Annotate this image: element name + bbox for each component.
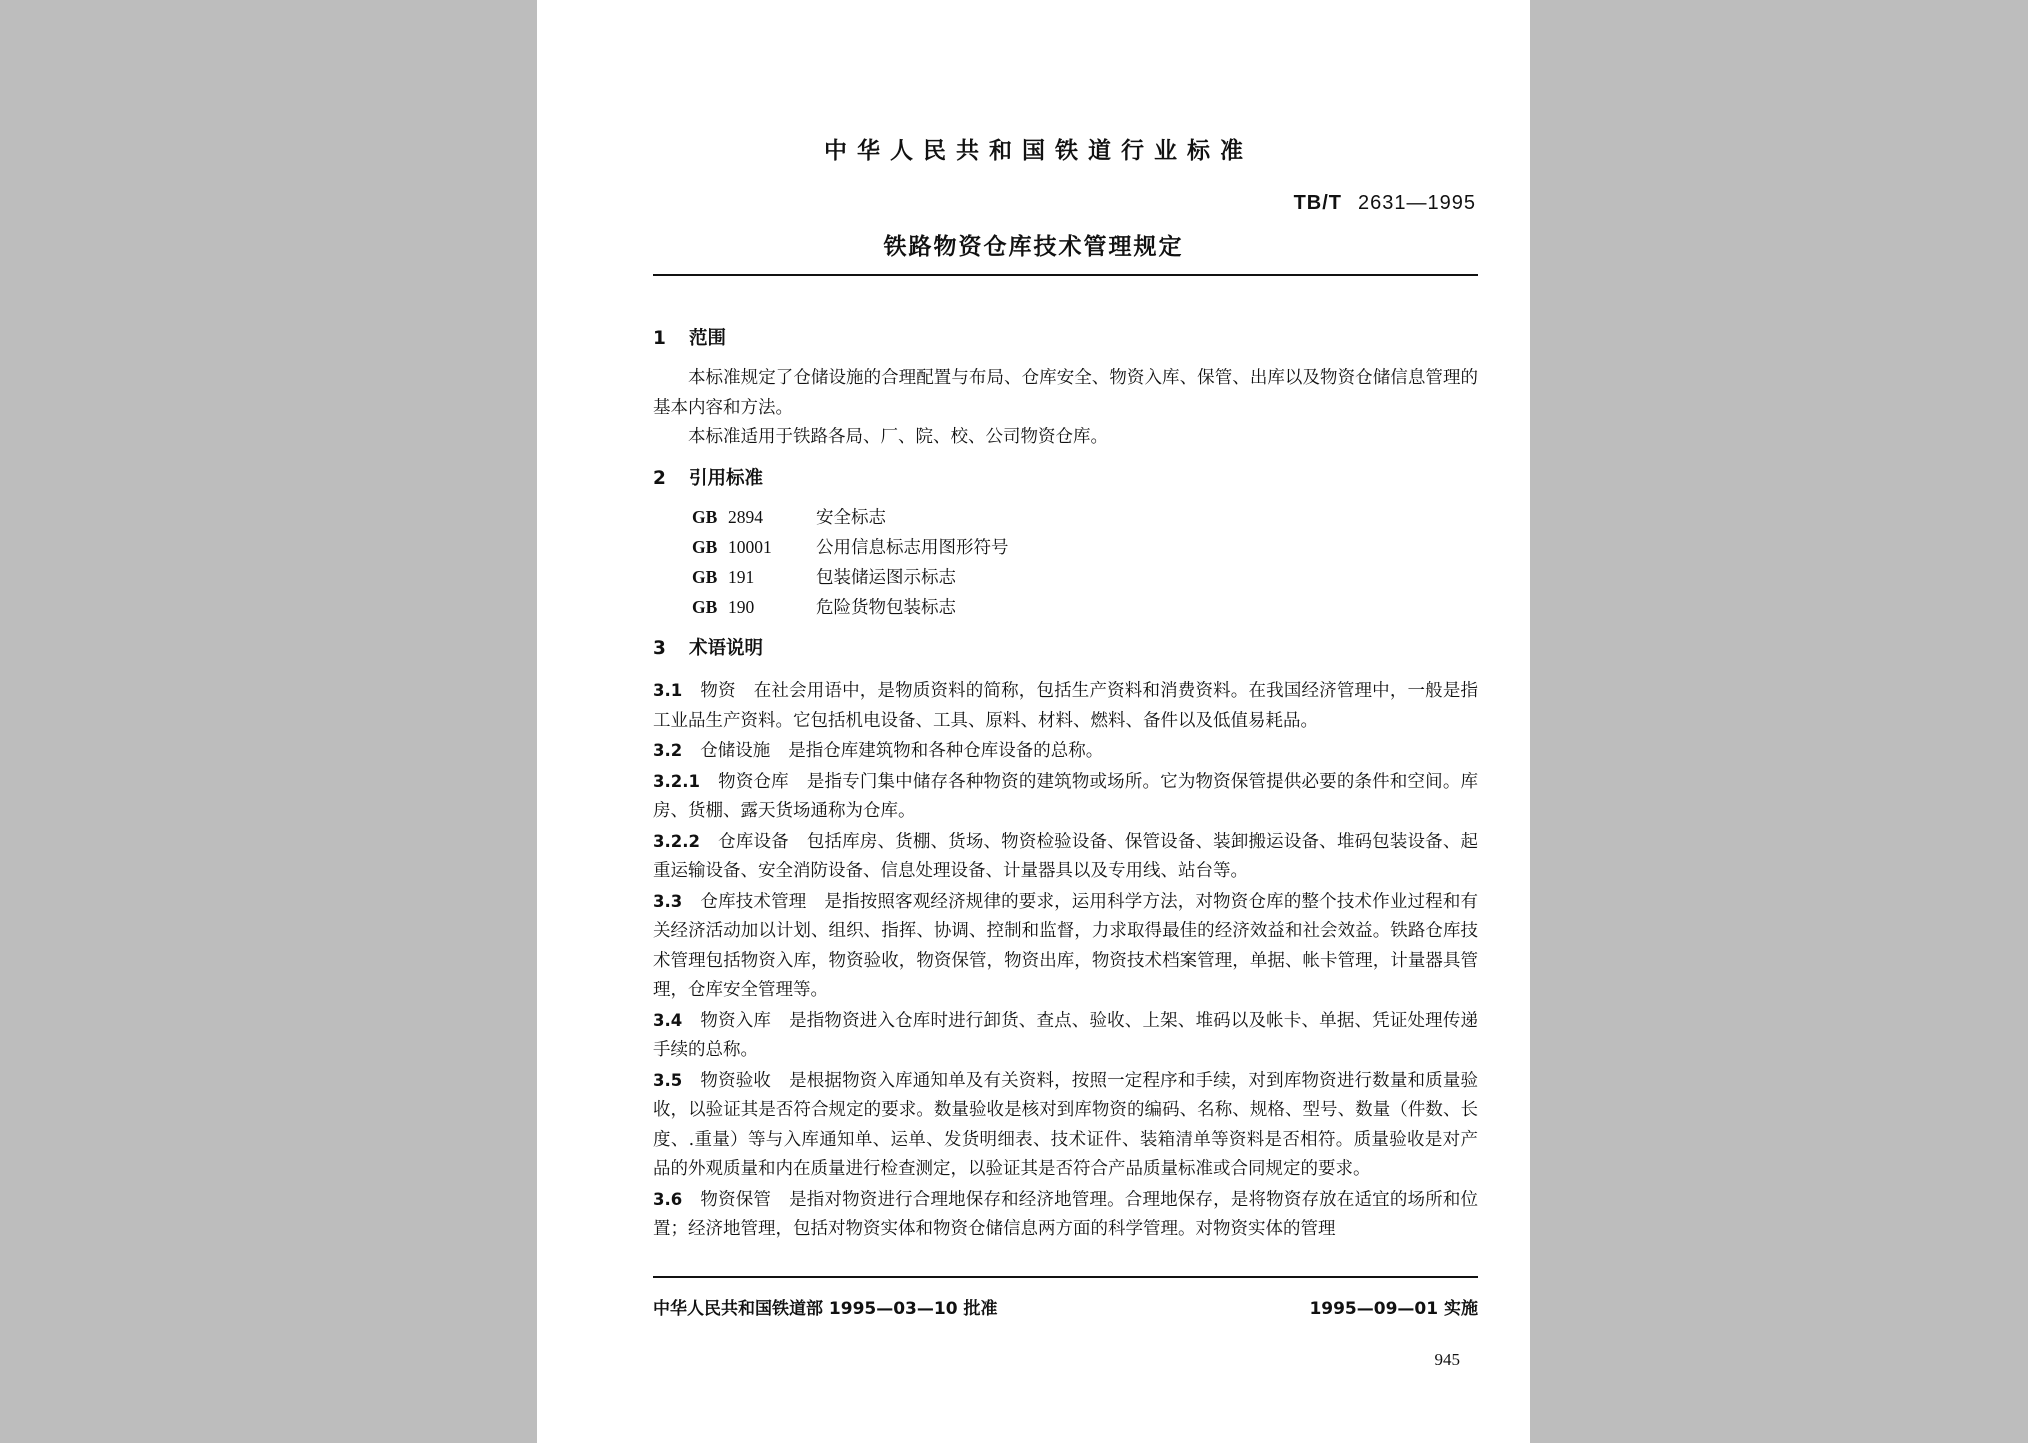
paragraph: 本标准适用于铁路各局、厂、院、校、公司物资仓库。 <box>688 427 1108 447</box>
section-number: 2 <box>653 468 666 489</box>
reference-prefix: GB <box>692 507 718 527</box>
clause-term: 仓库技术管理 <box>700 891 807 912</box>
clause <box>653 767 1478 827</box>
clause <box>653 827 1478 887</box>
document-title: 铁路物资仓库技术管理规定 <box>883 234 1184 260</box>
clause-number: 3.6 <box>653 1189 683 1209</box>
clause-number: 3.2.2 <box>653 831 700 851</box>
section-1-heading <box>653 324 726 350</box>
reference-row <box>692 533 1009 561</box>
clause-text: 包括库房、货棚、货场、物资检验设备、保管设备、装卸搬运设备、堆码包装设备、起重运输设备、安全消防设备、信息处理设备、计量器具以及专用线、站台等。 <box>653 831 1479 881</box>
clause-text: 是指按照客观经济规律的要求，运用科学方法，对物资仓库的整个技术作业过程和有关经济活动加以计划、组织、指挥、协调、控制和监督，力求取得最佳的经济效益和社会效益。铁路仓库技术管理包括物资入库，物资验收，物资保管，物资出库，物资技术档案管理，单据、帐卡管理，计量器具管理，仓库安全管理等。 <box>653 891 1479 1000</box>
reference-name: 危险货物包装标志 <box>816 598 956 618</box>
clause <box>653 1006 1478 1066</box>
reference-number: 2894 <box>728 507 763 527</box>
clause-text: 是指仓库建筑物和各种仓库设备的总称。 <box>788 741 1104 761</box>
clause-term: 物资入库 <box>700 1010 772 1031</box>
paragraph: 本标准规定了仓储设施的合理配置与布局、仓库安全、物资入库、保管、出库以及物资仓储信息管理的基本内容和方法。 <box>653 368 1478 418</box>
clause <box>653 676 1478 736</box>
standard-class-heading: 中华人民共和国铁道行业标准 <box>824 138 1253 164</box>
clause-text: 在社会用语中，是物质资料的简称，包括生产资料和消费资料。在我国经济管理中，一般是指工业品生产资料。它包括机电设备、工具、原料、材料、燃料、备件以及低值易耗品。 <box>653 681 1479 731</box>
section-title: 范围 <box>689 328 727 349</box>
clause <box>653 887 1478 1006</box>
section-title: 引用标准 <box>689 468 764 489</box>
clause-number: 3.2.1 <box>653 771 700 791</box>
section-number: 3 <box>653 638 666 659</box>
reference-name: 包装储运图示标志 <box>816 568 956 588</box>
reference-row <box>692 593 956 621</box>
standard-code-number: 2631—1995 <box>1358 192 1476 214</box>
reference-prefix: GB <box>692 567 718 587</box>
title-divider <box>653 274 1478 276</box>
reference-name: 公用信息标志用图形符号 <box>816 538 1009 558</box>
clause <box>653 1066 1478 1185</box>
clause-term: 物资仓库 <box>717 771 789 792</box>
clause-term: 仓库设备 <box>717 831 789 852</box>
clause-term: 物资 <box>700 681 736 701</box>
approval-line: 中华人民共和国铁道部 1995—03—10 批准 <box>653 1299 998 1319</box>
clause-text: 是指对物资进行合理地保存和经济地管理。合理地保存，是将物资存放在适宜的场所和位置；经济地管理，包括对物资实体和物资仓储信息两方面的科学管理。对物资实体的管理 <box>653 1189 1479 1239</box>
page-number: 945 <box>1434 1350 1460 1369</box>
clause <box>653 736 1478 767</box>
standard-code-prefix: TB/T <box>1293 192 1343 214</box>
clause-term: 物资验收 <box>700 1070 772 1091</box>
clause-number: 3.3 <box>653 891 683 911</box>
reference-name: 安全标志 <box>816 508 886 528</box>
reference-row <box>692 563 956 591</box>
clause-number: 3.5 <box>653 1070 683 1090</box>
clause-term: 仓储设施 <box>700 741 771 761</box>
section-number: 1 <box>653 328 666 349</box>
reference-prefix: GB <box>692 597 718 617</box>
clause-text: 是指专门集中储存各种物资的建筑物或场所。它为物资保管提供必要的条件和空间。库房、货棚、露天货场通称为仓库。 <box>653 771 1479 821</box>
reference-prefix: GB <box>692 537 718 557</box>
footer-divider <box>653 1276 1478 1278</box>
reference-number: 190 <box>728 597 755 617</box>
reference-number: 10001 <box>728 537 772 557</box>
clause-text: 是根据物资入库通知单及有关资料，按照一定程序和手续，对到库物资进行数量和质量验收，以验证其是否符合规定的要求。数量验收是核对到库物资的编码、名称、规格、型号、数量（件数、长度、.重量）等与入库通知单、运单、发货明细表、技术证件、装箱清单等资料是否相符。质量验收是对产品的外观质量和内在质量进行检查测定，以验证其是否符合产品质量标准或合同规定的要求。 <box>653 1070 1479 1179</box>
section-title: 术语说明 <box>689 638 764 659</box>
section-2-heading <box>653 464 763 490</box>
clause-term: 物资保管 <box>700 1189 772 1210</box>
standard-code <box>1294 192 1476 215</box>
section-3-heading <box>653 634 763 660</box>
reference-number: 191 <box>728 567 755 587</box>
clause <box>653 1185 1478 1245</box>
reference-row <box>692 503 886 531</box>
implementation-line: 1995—09—01 实施 <box>1309 1299 1478 1319</box>
section-3-body <box>653 676 1478 1245</box>
clause-number: 3.1 <box>653 681 683 700</box>
clause-text: 是指物资进入仓库时进行卸货、查点、验收、上架、堆码以及帐卡、单据、凭证处理传递手续的总称。 <box>653 1010 1479 1060</box>
document-page <box>537 0 1530 1443</box>
clause-number: 3.2 <box>653 741 683 760</box>
clause-number: 3.4 <box>653 1010 683 1030</box>
section-1-body <box>653 364 1478 453</box>
